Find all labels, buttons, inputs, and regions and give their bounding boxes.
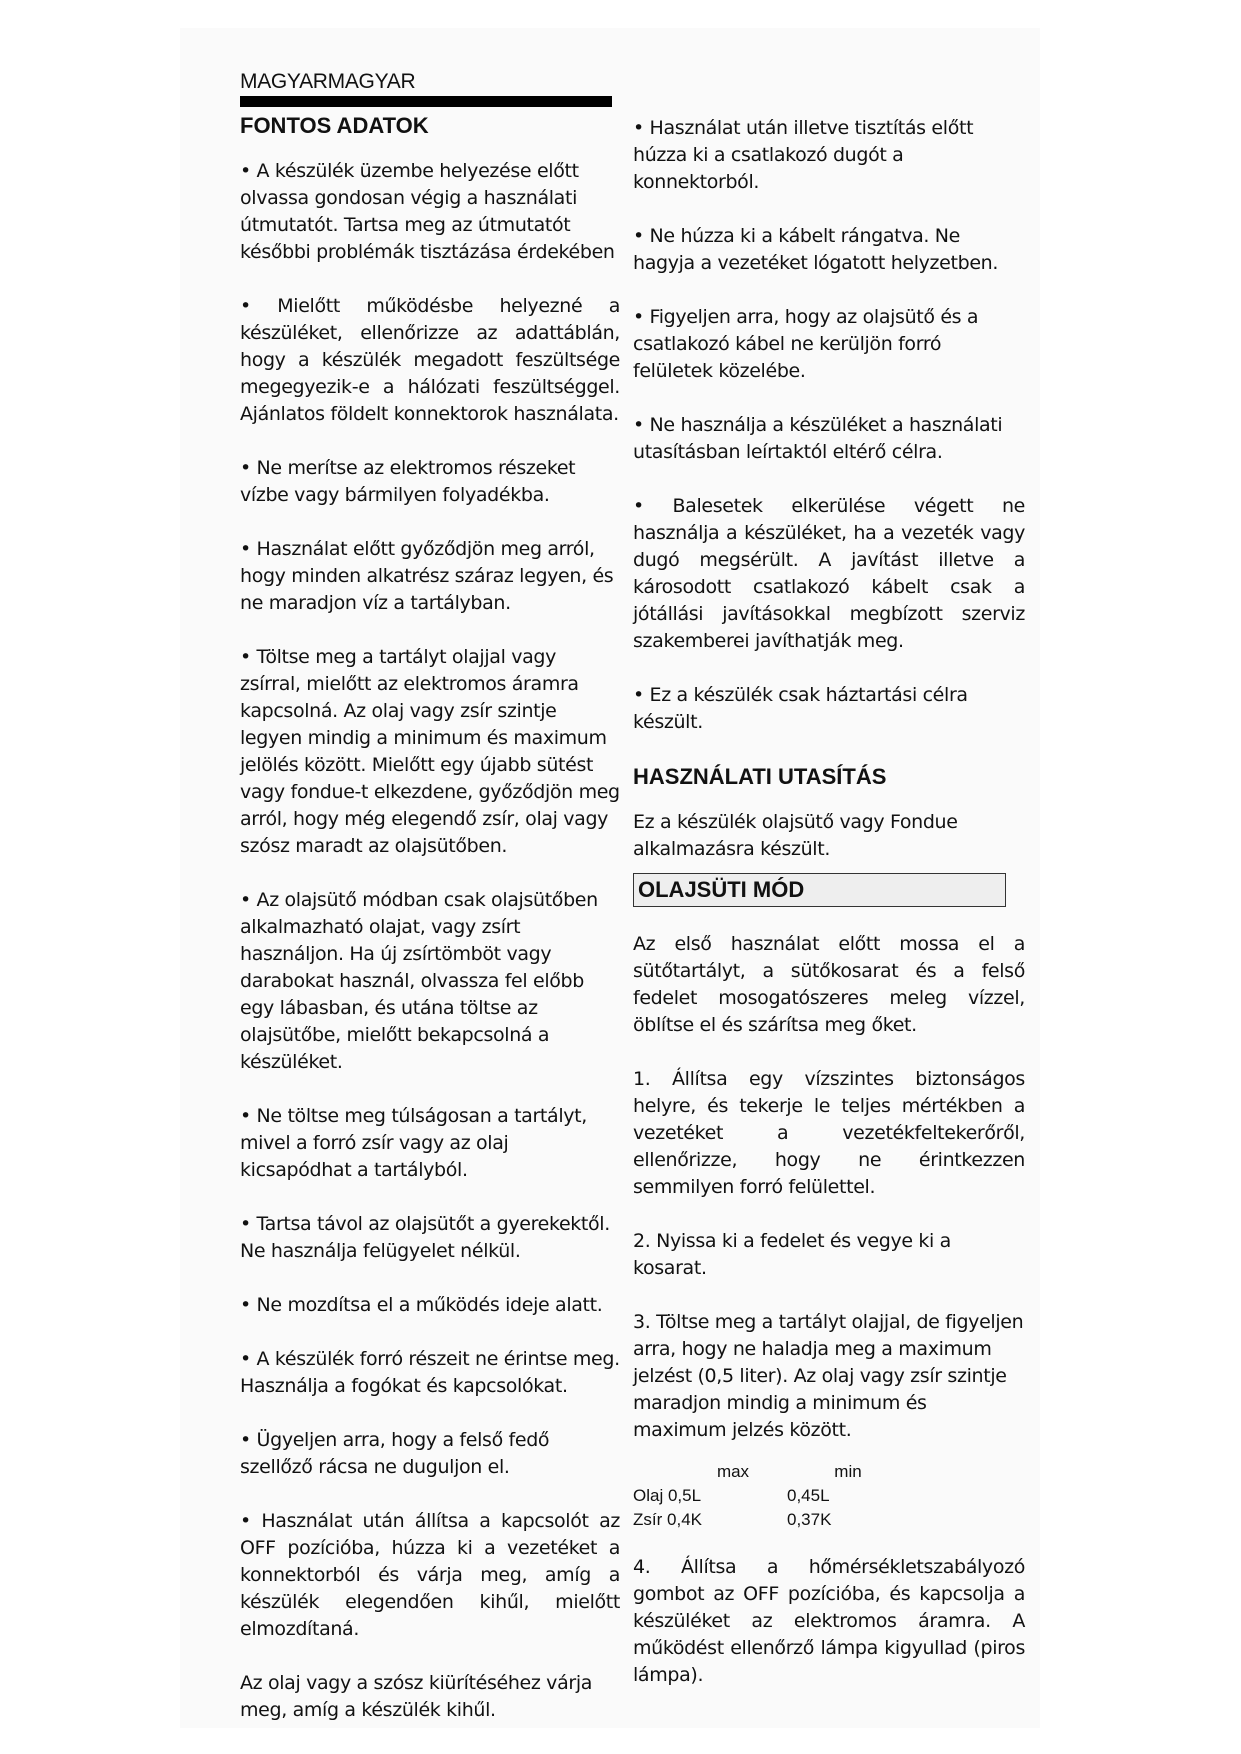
section-heading-hasznalati-utasitas: HASZNÁLATI UTASÍTÁS [633,764,887,789]
safety-paragraph: • Figyeljen arra, hogy az olajsütő és a csatlakozó kábel ne kerüljön forró felületek közelébe. [633,306,979,382]
safety-paragraph: • A készülék üzembe helyezése előtt olvassa gondosan végig a használati útmutatót. Tartsa meg az útmutatót későbbi problémák tisztázása érdekében [240,160,615,263]
row-min-value: 0,45L [787,1486,830,1505]
safety-paragraph: • Használat előtt győződjön meg arról, hogy minden alkatrész száraz legyen, és ne maradjon víz a tartályban. [240,538,614,614]
safety-paragraph: • Ügyeljen arra, hogy a felső fedő szellőző rácsa ne duguljon el. [240,1429,550,1478]
mode-intro: Az első használat előtt mossa el a sütőtartályt, a sütőkosarat és a felső fedelet mosogatószeres meleg vízzel, öblítse el és szárítsa meg őket. [633,933,1025,1036]
row-max-value: 0,5L [667,1486,702,1505]
table-header-row [633,1460,923,1484]
safety-paragraph: • Ne használja a készüléket a használati utasításban leírtaktól eltérő célra. [633,414,1003,463]
row-min-value: 0,37K [787,1510,832,1529]
table-row [633,1508,923,1532]
table-row [633,1484,923,1508]
language-label: MAGYARMAGYAR [240,70,416,93]
row-max-value: 0,4K [667,1510,702,1529]
column-header-max: max [716,1462,750,1481]
column-header-min: min [834,1462,862,1481]
row-label: Zsír [633,1510,663,1529]
safety-paragraph: • Használat után állítsa a kapcsolót az OFF pozícióba, húzza ki a vezetéket a konnektorból és várja meg, amíg a készülék elegendően kihűl, mielőtt elmozdítaná. [240,1510,620,1640]
safety-paragraph: Az olaj vagy a szósz kiürítéséhez várja meg, amíg a készülék kihűl. [240,1672,593,1721]
fill-level-table [633,1460,923,1532]
step-3: 3. Töltse meg a tartályt olajjal, de figyeljen arra, hogy ne haladja meg a maximum jelzést (0,5 liter). Az olaj vagy zsír szintje maradjon mindig a minimum és maximum jelzés között. [633,1311,1024,1441]
step-1: 1. Állítsa egy vízszintes biztonságos helyre, és tekerje le teljes mértékben a vezetéket a vezetékfeltekerőről, ellenőrizze, hogy ne érintkezzen semmilyen forró felülettel. [633,1068,1025,1198]
safety-paragraph: • Ne mozdítsa el a működés ideje alatt. [240,1294,603,1316]
safety-paragraph: • Ne húzza ki a kábelt rángatva. Ne hagyja a vezetéket lógatott helyzetben. [633,225,999,274]
safety-paragraph: • Használat után illetve tisztítás előtt húzza ki a csatlakozó dugót a konnektorból. [633,117,974,193]
safety-paragraph: • Ne merítse az elektromos részeket vízbe vagy bármilyen folyadékba. [240,457,576,506]
header-rule [240,96,612,107]
row-label: Olaj [633,1486,664,1505]
right-column [633,115,1025,1689]
safety-paragraph: • A készülék forró részeit ne érintse meg. Használja a fogókat és kapcsolókat. [240,1348,620,1397]
section-heading-fontos-adatok: FONTOS ADATOK [240,113,429,138]
safety-paragraph: • Ez a készülék csak háztartási célra készült. [633,684,968,733]
left-column [240,112,620,1724]
safety-paragraph: • Töltse meg a tartályt olajjal vagy zsírral, mielőtt az elektromos áramra kapcsolná. Az olaj vagy zsír szintje legyen mindig a minimum és maximum jelölés között. Mielőtt egy újabb sütést vagy fondue-t elkezdene, győződjön meg arról, hogy még elegendő zsír, olaj vagy szósz maradt az olajsütőben. [240,646,620,857]
safety-paragraph: • Tartsa távol az olajsütőt a gyerekektől. Ne használja felügyelet nélkül. [240,1213,610,1262]
safety-paragraph: • Ne töltse meg túlságosan a tartályt, mivel a forró zsír vagy az olaj kicsapódhat a tartályból. [240,1105,587,1181]
section-heading-olajsuti-mod: OLAJSÜTI MÓD [633,873,1006,907]
step-2: 2. Nyissa ki a fedelet és vegye ki a kosarat. [633,1230,951,1279]
safety-paragraph: • Mielőtt működésbe helyezné a készüléket, ellenőrizze az adattáblán, hogy a készülék megadott feszültsége megegyezik-e a hálózati feszültséggel. Ajánlatos földelt konnektorok használata. [240,295,620,425]
safety-paragraph: • Balesetek elkerülése végett ne használja a készüléket, ha a vezeték vagy dugó megsérült. A javítást illetve a károsodott csatlakozó kábelt csak a jótállási javításokkal megbízott szerviz szakemberei javíthatják meg. [633,495,1025,652]
safety-paragraph: • Az olajsütő módban csak olajsütőben alkalmazható olajat, vagy zsírt használjon. Ha új zsírtömböt vagy darabokat használ, olvassza fel előbb egy lábasban, és utána töltse az olajsütőbe, mielőtt bekapcsolná a készüléket. [240,889,598,1073]
step-4: 4. Állítsa a hőmérsékletszabályozó gombot az OFF pozícióba, és kapcsolja a készüléket az elektromos áramra. A működést ellenőrző lámpa kigyullad (piros lámpa). [633,1556,1025,1686]
instructions-intro: Ez a készülék olajsütő vagy Fondue alkalmazásra készült. [633,811,958,860]
manual-page [240,60,1025,1721]
